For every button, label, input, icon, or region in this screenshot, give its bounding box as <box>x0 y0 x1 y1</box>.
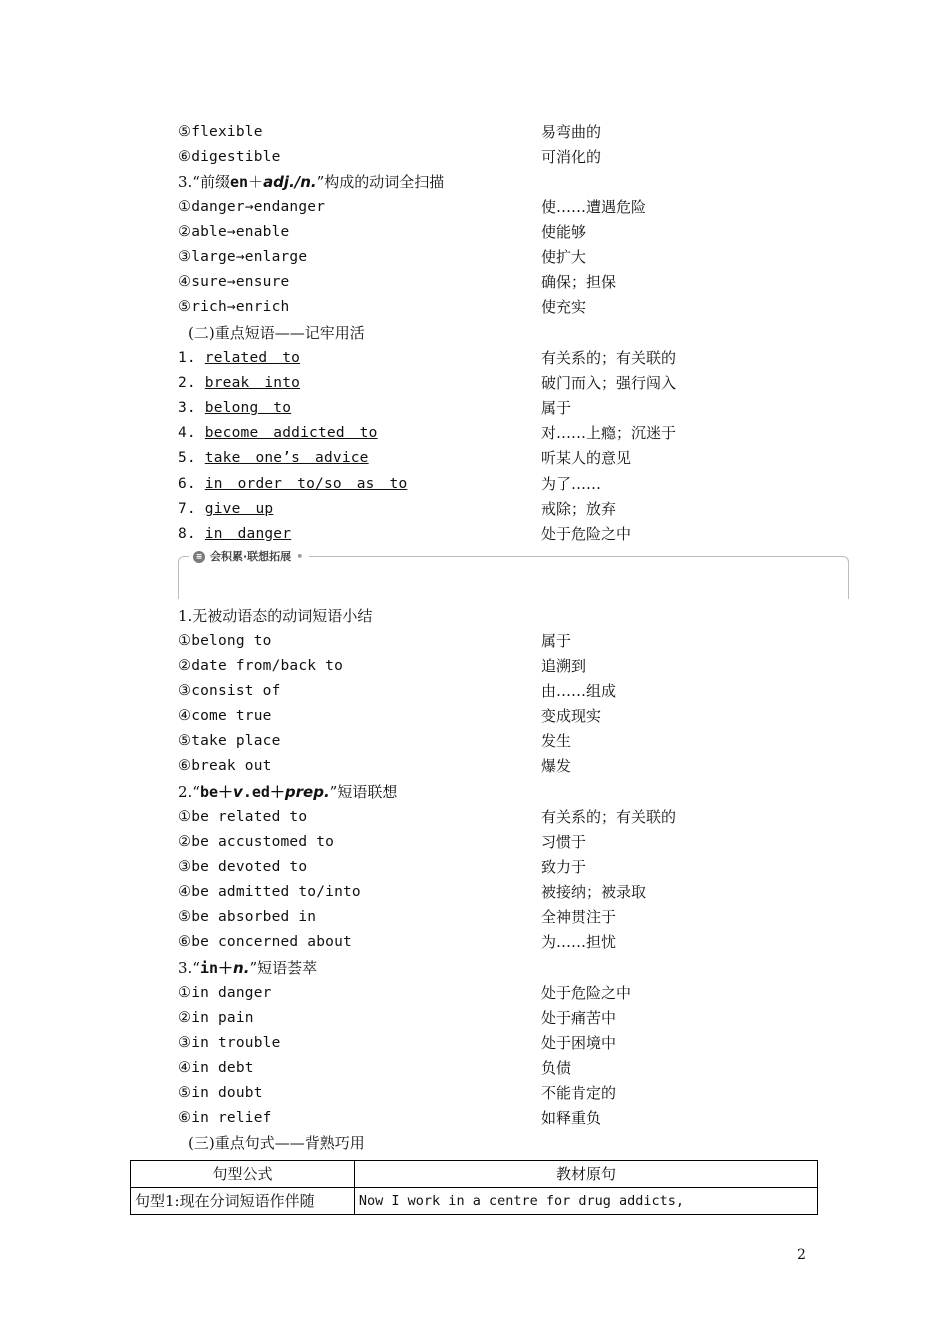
page-number: 2 <box>797 1247 806 1263</box>
vocab-cn: 可消化的 <box>541 148 602 166</box>
vocab-row: ③in trouble 处于困境中 <box>178 1034 617 1052</box>
phrase-answer: in danger <box>204 526 292 542</box>
vocab-row: ⑥break out 爆发 <box>178 757 572 775</box>
phrase-row: 2. break into 破门而入；强行闯入 <box>178 374 677 392</box>
phrase-row: 7. give up 戒除；放弃 <box>178 500 617 518</box>
vocab-row <box>178 120 828 145</box>
vocab-row: ⑤be absorbed in 全神贯注于 <box>178 908 617 926</box>
table-header-row <box>131 1161 818 1188</box>
vocab-row: ②in pain 处于痛苦中 <box>178 1009 617 1027</box>
table-cell: Now I work in a centre for drug addicts, <box>354 1188 817 1215</box>
phrase-answer: in order to/so as to <box>204 476 408 492</box>
vocab-row: ④sure→ensure 确保；担保 <box>178 273 617 291</box>
vocab-row: ⑤take place 发生 <box>178 732 572 750</box>
phrase-answer: give up <box>204 501 274 517</box>
vocab-row: ③consist of 由……组成 <box>178 682 617 700</box>
vocab-row: ④come true 变成现实 <box>178 707 602 725</box>
phrase-row: 5. take one’s advice 听某人的意见 <box>178 449 632 467</box>
vocab-row: ①belong to 属于 <box>178 632 572 650</box>
vocab-row: ⑥in relief 如释重负 <box>178 1109 602 1127</box>
vocab-row: ①in danger 处于危险之中 <box>178 984 632 1002</box>
table-header-cell: 句型公式 <box>131 1161 355 1188</box>
phrase-row: 1. related to 有关系的；有关联的 <box>178 349 677 367</box>
section-title-sentences: (三)重点句式——背熟巧用 <box>188 1134 365 1152</box>
vocab-en: ⑤flexible <box>178 124 263 140</box>
phrase-row: 3. belong to 属于 <box>178 399 572 417</box>
section-title-phrases: (二)重点短语——记牢用活 <box>188 324 365 342</box>
vocab-row: ⑤rich→enrich 使充实 <box>178 298 587 316</box>
vocab-row: ③be devoted to 致力于 <box>178 858 587 876</box>
phrase-answer: become addicted to <box>204 425 378 441</box>
vocab-row <box>178 145 828 170</box>
phrase-answer: belong to <box>204 400 292 416</box>
prefix-heading: 3.“前缀en＋adj./n.”构成的动词全扫描 <box>178 173 445 191</box>
vocab-en: ⑥digestible <box>178 149 281 165</box>
heading-in-n: 3.“in＋n.”短语荟萃 <box>178 959 318 977</box>
vocab-row: ④in debt 负债 <box>178 1059 572 1077</box>
stack-icon: ≡ <box>193 551 205 563</box>
table-header-cell: 教材原句 <box>354 1161 817 1188</box>
vocab-row: ②able→enable 使能够 <box>178 223 587 241</box>
vocab-row: ④be admitted to/into 被接纳；被录取 <box>178 883 647 901</box>
table-row <box>131 1188 818 1215</box>
phrase-row: 4. become addicted to 对……上瘾；沉迷于 <box>178 424 677 442</box>
vocab-row: ⑥be concerned about 为……担忧 <box>178 933 617 951</box>
table-cell: 句型1:现在分词短语作伴随 <box>131 1188 355 1215</box>
phrase-answer: break into <box>204 375 301 391</box>
phrase-row: 8. in danger 处于危险之中 <box>178 525 632 543</box>
heading-be-ved-prep: 2.“be＋v.ed＋prep.”短语联想 <box>178 783 398 801</box>
vocab-row: ①danger→endanger 使……遭遇危险 <box>178 198 647 216</box>
phrase-answer: take one’s advice <box>204 450 369 466</box>
vocab-row: ⑤in doubt 不能肯定的 <box>178 1084 617 1102</box>
phrase-row: 6. in order to/so as to 为了…… <box>178 475 602 493</box>
sentence-pattern-table <box>130 1160 818 1215</box>
vocab-row: ③large→enlarge 使扩大 <box>178 248 587 266</box>
phrase-answer: related to <box>204 350 301 366</box>
dot-icon: • <box>296 550 304 563</box>
extension-box-label: ≡ 会积累·联想拓展 • <box>189 550 309 564</box>
vocab-row: ②date from/back to 追溯到 <box>178 657 587 675</box>
vocab-row: ①be related to 有关系的；有关联的 <box>178 808 677 826</box>
vocab-cn: 易弯曲的 <box>541 123 602 141</box>
vocab-row: ②be accustomed to 习惯于 <box>178 833 587 851</box>
heading-no-passive: 1.无被动语态的动词短语小结 <box>178 607 373 625</box>
extension-box <box>178 550 849 599</box>
